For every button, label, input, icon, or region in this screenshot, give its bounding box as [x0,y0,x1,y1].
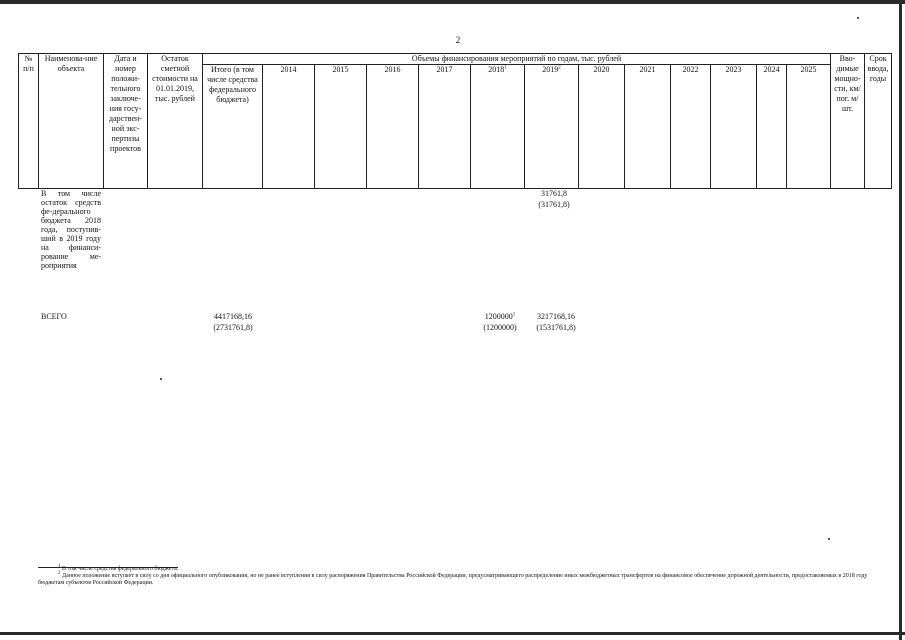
scan-top-border [0,0,905,4]
col-header-total: Итого (в том числе средства федерального бюджета) [203,65,263,189]
col-header-year-2020: 2020 [579,65,625,189]
col-header-year-2024: 2024 [757,65,787,189]
scan-speck [857,17,859,19]
col-header-year-2016: 2016 [367,65,419,189]
financing-table [18,53,892,519]
footnote-ref: 1 [512,312,516,318]
col-header-num: № п/п [19,54,39,189]
col-header-year-2014: 2014 [263,65,315,189]
footnote-ref: 1 [504,65,507,71]
col-header-object-name: Наименова-ние объекта [39,54,104,189]
col-header-year-2022: 2022 [671,65,711,189]
row-total-2019-federal: (1531761,8) [536,323,576,332]
col-header-year-2025: 2025 [787,65,831,189]
page-number: 2 [455,35,461,45]
footnote-1: $^1$ В том числе средства федерального бюджета. [58,564,179,572]
row-total-name: ВСЕГО [41,312,67,321]
col-header-year-2021: 2021 [625,65,671,189]
col-header-year-2019: 2019$^2$ [525,65,579,189]
footnote-2: $^2$ Данное положение вступает в силу со дня официального опубликования, но не ранее вступления в силу распоряжения Правительства Российской Федерации, предусматривающего распределение иных межбюджетных трансфертов на финансовое обеспечение дорожной деятельности, предоставляемых в 2018 году бюджетам субъектов Российской Федерации. [38,571,868,586]
col-header-year-2015: 2015 [315,65,367,189]
col-header-year-2023: 2023 [711,65,757,189]
row-remaining-funds-2019: 31761,8 [541,189,567,198]
row-total-sum-federal: (2731761,8) [213,323,253,332]
col-header-year-2018: 2018$^1$ [471,65,525,189]
scan-bottom-border [0,632,905,635]
scan-speck [828,538,830,540]
col-header-capacity: Вво-димые мощно-сти, км/ пог. м/шт. [831,54,865,189]
footnote-ref: 2 [558,65,561,71]
col-header-financing-volumes: Объемы финансирования мероприятий по годам, тыс. рублей [203,54,831,65]
row-remaining-funds-2019-federal: (31761,8) [538,200,570,209]
row-total-2019: 3217168,16 [537,312,575,321]
col-header-expertise-date: Дата и номер положи-тельного заключе-ния госу-дарствен-ной экс-пертизы проектов [104,54,148,189]
scan-right-border [899,0,902,640]
row-total-2018-federal: (1200000) [483,323,517,332]
col-header-estimate-balance: Остаток сметной стоимости на 01.01.2019, тыс. рублей [148,54,203,189]
col-header-commissioning-term: Срок ввода, годы [865,54,892,189]
row-remaining-funds-name: В том числе остаток средств фе-дерального бюджета 2018 года, поступив-ший в 2019 году на финанси-рование ме-роприятия [41,189,101,270]
col-header-year-2017: 2017 [419,65,471,189]
row-total-2018: 1200000$^1$ [484,312,516,321]
table-body-area [19,189,892,520]
row-total-sum: 4417168,16 [214,312,252,321]
